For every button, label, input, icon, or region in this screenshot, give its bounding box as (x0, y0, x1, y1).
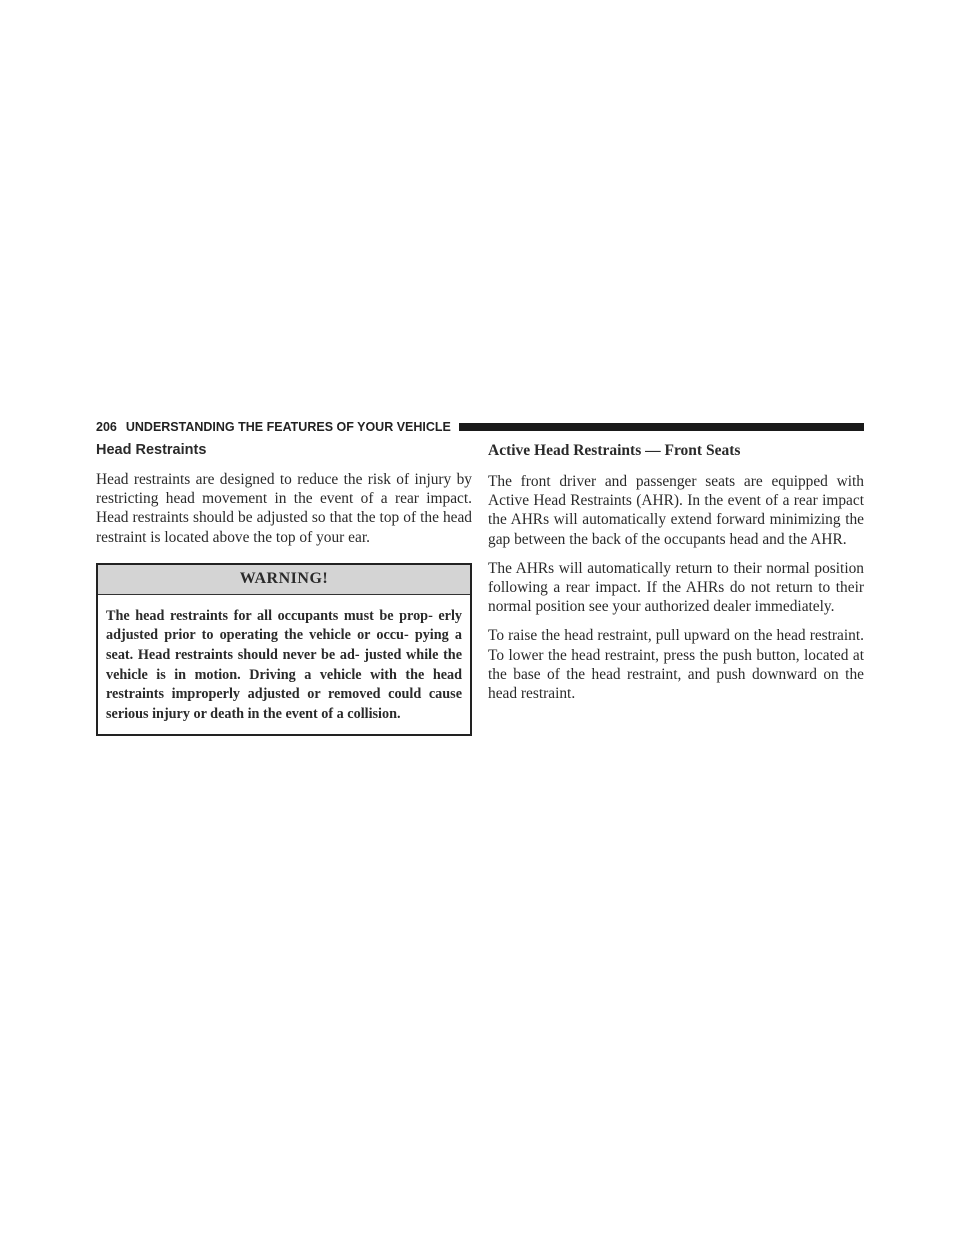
right-column (488, 442, 864, 713)
page-header (96, 418, 864, 436)
warning-box (96, 563, 472, 737)
header-rule (459, 423, 864, 431)
head-restraints-heading: Head Restraints (96, 442, 207, 458)
active-head-restraints-heading: Active Head Restraints — Front Seats (488, 442, 741, 459)
page-number: 206 (96, 420, 117, 434)
ahr-paragraph-3: To raise the head restraint, pull upward on the head restraint. To lower the head restraint, press the push button, located at the base of the head restraint, and push downward on the head restraint. (488, 627, 864, 703)
ahr-paragraph-2: The AHRs will automatically return to their normal position following a rear impact. If the AHRs do not return to their normal position see your authorized dealer immediately. (488, 559, 864, 616)
ahr-paragraph-1: The front driver and passenger seats are equipped with Active Head Restraints (AHR). In the event of a rear impact the AHRs will automatically extend forward minimizing the gap between the back of the occupants head and the AHR. (488, 473, 864, 548)
head-restraints-paragraph: Head restraints are designed to reduce the risk of injury by restricting head movement in the event of a rear impact. Head restraints should be adjusted so that the top of the head restraint is located above the top of your ear. (96, 471, 472, 546)
section-title: UNDERSTANDING THE FEATURES OF YOUR VEHICLE (125, 420, 451, 434)
left-column (96, 442, 472, 736)
warning-body: The head restraints for all occupants must be prop- erly adjusted prior to operating the vehicle or occu- pying a seat. Head restraints should never be ad- justed while the vehicle is in motion. Driving a vehicle with the head restraints improperly adjusted or removed could cause serious injury or death in the event of a collision. (106, 607, 462, 722)
warning-title: WARNING! (98, 565, 470, 595)
